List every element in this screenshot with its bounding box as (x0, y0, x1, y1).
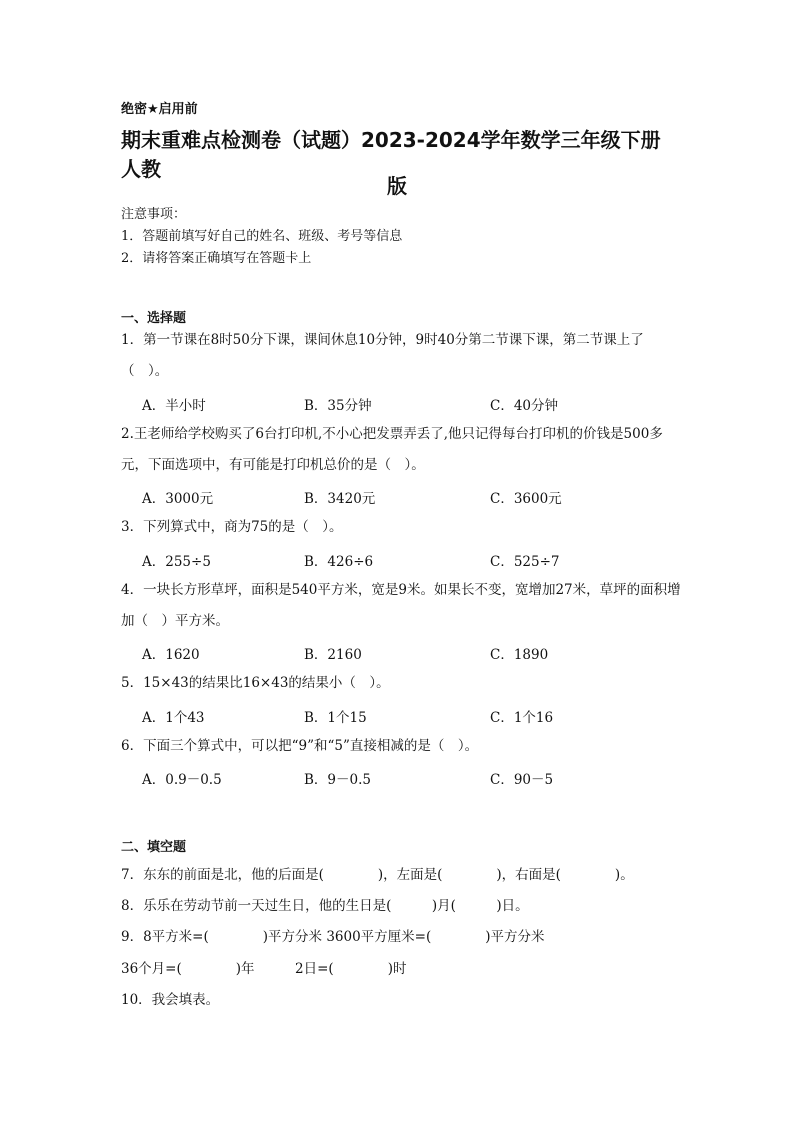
option-c: C．40分钟 (490, 398, 559, 414)
option-a: A．3000元 (142, 491, 214, 507)
question-2-options (142, 487, 662, 507)
section-heading-choice: 一、选择题 (121, 311, 187, 326)
option-a: A．255÷5 (142, 554, 211, 570)
option-b: B．3420元 (304, 491, 376, 507)
option-b: B．1个15 (304, 710, 367, 726)
question-6: 6．下面三个算式中，可以把“9”和“5”直接相减的是（ ）。 (121, 738, 479, 754)
question-6-options (142, 768, 662, 788)
exam-title-line1: 期末重难点检测卷（试题）2023-2024学年数学三年级下册人教 (121, 128, 661, 181)
section-heading-fill: 二、填空题 (121, 840, 187, 855)
question-1: 1．第一节课在8时50分下课，课间休息10分钟，9时40分第二节课下课，第二节课上了（ ）。 (121, 332, 644, 379)
option-b: B．9－0.5 (304, 772, 371, 788)
notes-heading: 注意事项： (121, 207, 187, 222)
exam-title-line2: 版 (387, 174, 407, 198)
question-4-options (142, 643, 662, 663)
question-3-options (142, 550, 662, 570)
option-a: A．1个43 (142, 710, 205, 726)
option-c: C．525÷7 (490, 554, 560, 570)
question-4: 4．一块长方形草坪，面积是540平方米，宽是9米。如果长不变，宽增加27米，草坪的面积增加（ ）平方米。 (121, 582, 681, 629)
option-a: A．1620 (142, 647, 200, 663)
question-10: 10．我会填表。 (121, 992, 220, 1008)
question-1-options (142, 394, 662, 414)
question-9-continued: 36个月=( )年 2日=( )时 (121, 961, 407, 977)
option-a: A．半小时 (142, 398, 206, 414)
option-c: C．1890 (490, 647, 549, 663)
question-5: 5．15×43的结果比16×43的结果小（ ）。 (121, 675, 390, 691)
question-5-options (142, 706, 662, 726)
option-b: B．2160 (304, 647, 362, 663)
option-b: B．35分钟 (304, 398, 372, 414)
option-c: C．1个16 (490, 710, 554, 726)
option-c: C．3600元 (490, 491, 562, 507)
question-8: 8．乐乐在劳动节前一天过生日，他的生日是( )月( )日。 (121, 898, 529, 914)
question-9: 9．8平方米=( )平方分米 3600平方厘米=( )平方分米 (121, 929, 545, 945)
confidential-label: 绝密★启用前 (121, 102, 198, 117)
notes-block (121, 204, 402, 270)
option-b: B．426÷6 (304, 554, 374, 570)
notes-item: 2．请将答案正确填写在答题卡上 (121, 251, 312, 266)
notes-item: 1．答题前填写好自己的姓名、班级、考号等信息 (121, 229, 403, 244)
option-c: C．90－5 (490, 772, 554, 788)
option-a: A．0.9－0.5 (142, 772, 222, 788)
question-2: 2.王老师给学校购买了6台打印机,不小心把发票弄丢了,他只记得每台打印机的价钱是500多元，下面选项中，有可能是打印机总价的是（ ）。 (121, 426, 663, 473)
question-3: 3．下列算式中，商为75的是（ ）。 (121, 519, 343, 535)
question-7: 7．东东的前面是北，他的后面是( )，左面是( )，右面是( )。 (121, 867, 634, 883)
